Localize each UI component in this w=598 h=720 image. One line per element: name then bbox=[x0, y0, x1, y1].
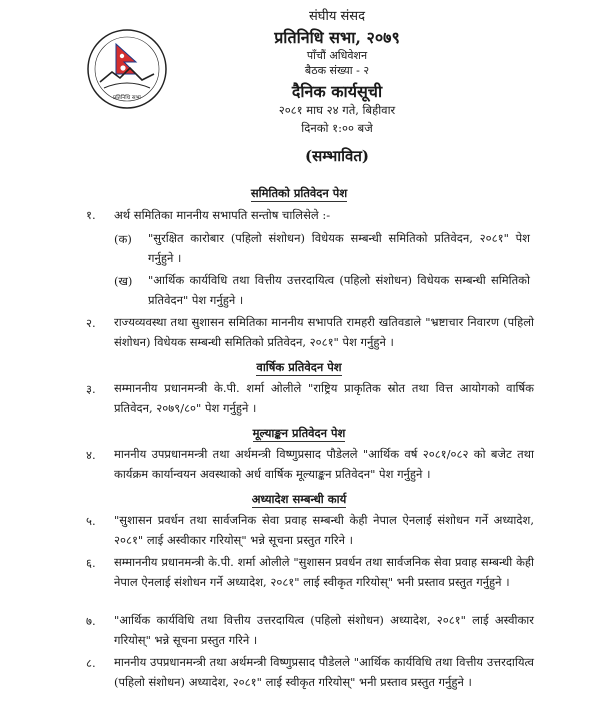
header-session: पाँचौं अधिवेशन bbox=[306, 49, 368, 62]
svg-text:प्रतिनिधि सभा: प्रतिनिधि सभा bbox=[113, 95, 141, 101]
item-text: माननीय उपप्रधानमन्त्री तथा अर्थमन्त्री विष्णुप्रसाद पौडेलले "आर्थिक कार्यविधि तथा वित्तीय उत्तरदायित्व (पहिलो संशोधन) अध्यादेश, २०८१" लाई स्वीकृत गरियोस्" भनी प्रस्ताव प्रस्तुत गर्नुहुने । bbox=[114, 655, 534, 689]
header-meeting-number: बैठक संख्या - २ bbox=[304, 64, 370, 77]
item-text: "आर्थिक कार्यविधि तथा वित्तीय उत्तरदायित्व (पहिलो संशोधन) अध्यादेश, २०८१" लाई अस्वीकार गरियोस्" भन्ने सूचना प्रस्तुत गरिने । bbox=[114, 613, 534, 647]
item-number: ८. bbox=[86, 656, 96, 670]
section-title: वार्षिक प्रतिवेदन पेश bbox=[256, 360, 342, 374]
item-text: सम्माननीय प्रधानमन्त्री के.पी. शर्मा ओलीले "सुशासन प्रवर्धन तथा सार्वजनिक सेवा प्रवाह सम्बन्धी केही नेपाल ऐनलाई संशोधन गर्ने अध्यादेश, २०८१" लाई स्वीकृत गरियोस्" भनी प्रस्ताव प्रस्तुत गर्नुहुने । bbox=[114, 555, 534, 589]
sub-item-text: "आर्थिक कार्यविधि तथा वित्तीय उत्तरदायित्व (पहिलो संशोधन) विधेयक सम्बन्धी समितिको प्रतिवेदन" पेश गर्नुहुने । bbox=[148, 273, 530, 307]
section-title: अध्यादेश सम्बन्धी कार्य bbox=[251, 492, 347, 506]
item-number: ७. bbox=[86, 614, 96, 628]
header-house-title: प्रतिनिधि सभा, २०७९ bbox=[274, 28, 400, 47]
item-text: "सुशासन प्रवर्धन तथा सार्वजनिक सेवा प्रवाह सम्बन्धी केही नेपाल ऐनलाई संशोधन गर्ने अध्यादेश, २०८१" लाई अस्वीकार गरियोस्" भन्ने सूचना प्रस्तुत गरिने । bbox=[114, 513, 534, 547]
header-federal-parliament: संघीय संसद bbox=[309, 9, 365, 24]
header-time: दिनको १:०० बजे bbox=[301, 121, 373, 135]
item-number: ३. bbox=[86, 382, 96, 396]
sub-item-text: "सुरक्षित कारोबार (पहिलो संशोधन) विधेयक सम्बन्धी समितिको प्रतिवेदन, २०८१" पेश गर्नुहुने । bbox=[148, 231, 530, 265]
header-tentative: (सम्भावित) bbox=[304, 147, 370, 165]
item-text: माननीय उपप्रधानमन्त्री तथा अर्थमन्त्री विष्णुप्रसाद पौडेलले "आर्थिक वर्ष २०८१/०८२ को बजेट तथा कार्यक्रम कार्यान्वयन अवस्थाको अर्ध वार्षिक मूल्याङ्कन प्रतिवेदन" पेश गर्नुहुने । bbox=[114, 447, 534, 481]
item-number: १. bbox=[86, 208, 96, 222]
item-number: ४. bbox=[86, 448, 96, 462]
sub-item-label: (क) bbox=[114, 232, 132, 246]
header-date: २०८१ माघ २४ गते, बिहीवार bbox=[278, 103, 396, 117]
item-number: २. bbox=[86, 316, 96, 330]
item-number: ६. bbox=[86, 556, 96, 570]
section-title: समितिको प्रतिवेदन पेश bbox=[250, 186, 348, 200]
header-daily-agenda: दैनिक कार्यसूची bbox=[291, 82, 383, 101]
item-number: ५. bbox=[86, 514, 96, 528]
sub-item-label: (ख) bbox=[114, 274, 133, 288]
section-title: मूल्याङ्कन प्रतिवेदन पेश bbox=[252, 426, 346, 440]
item-text: अर्थ समितिका माननीय सभापति सन्तोष चालिसेले :- bbox=[114, 208, 331, 222]
item-text: सम्माननीय प्रधानमन्त्री के.पी. शर्मा ओलीले "राष्ट्रिय प्राकृतिक स्रोत तथा वित्त आयोगको वार्षिक प्रतिवेदन, २०७९/८०" पेश गर्नुहुने । bbox=[114, 381, 534, 415]
item-text: राज्यव्यवस्था तथा सुशासन समितिका माननीय सभापति रामहरी खतिवडाले "भ्रष्टाचार निवारण (पहिलो संशोधन) विधेयक सम्बन्धी समितिको प्रतिवेदन, २०८१" पेश गर्नुहुने । bbox=[114, 315, 534, 349]
